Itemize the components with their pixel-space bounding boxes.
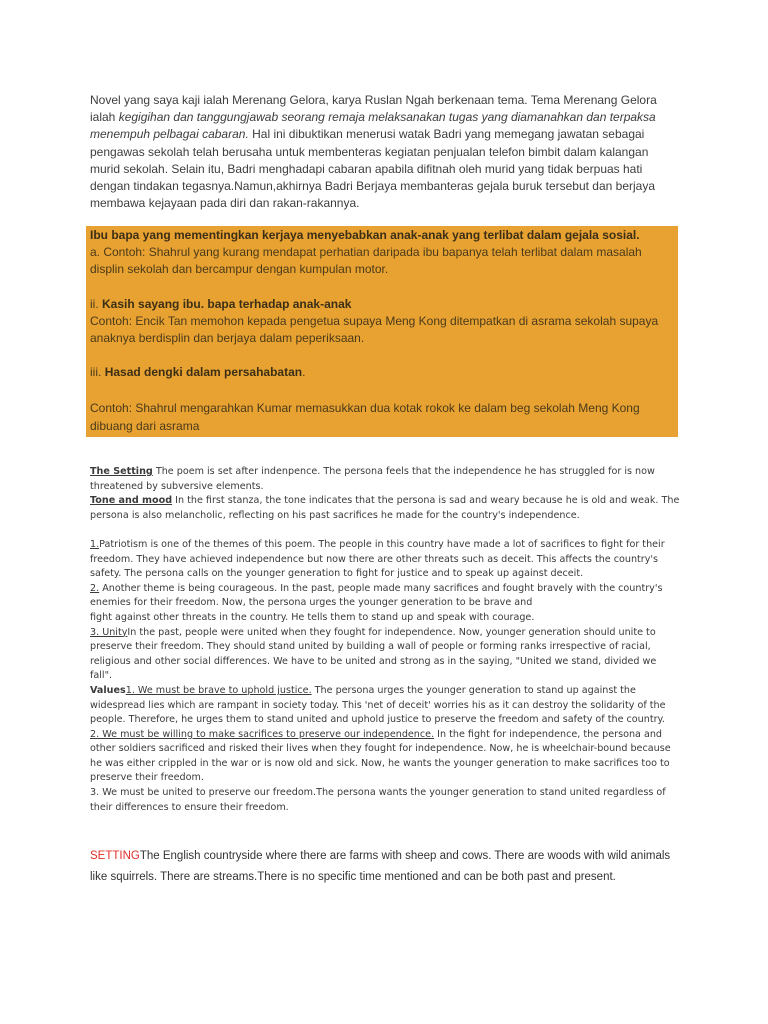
intro-text-b: Hal ini dibuktikan menerusi watak Badri yang memegang jawatan sebagai pengawas sekolah telah berusaha untuk membenteras kegiatan penjualan telefon bimbit dalam kalangan murid sekolah. Selain itu, Badri menghadapi cabaran apabila difitnah oleh murid yang tidak berpuas hati dengan tindakan tegasnya.Namun,akhirnya Badri Berjaya membanteras gejala buruk tersebut dan berjaya membawa kejayaan pada diri dan rakan-rakannya. bbox=[90, 127, 656, 211]
intro-text-a: Novel yang saya kaji ialah Merenang Gelora, karya Ruslan Ngah berkenaan tema. Tema Merenang Gelora ialah bbox=[90, 93, 657, 125]
theme-unity bbox=[90, 626, 680, 684]
setting-text: The poem is set after indenpence. The persona feels that the independence he has struggled for is now threatened by subversive elements. bbox=[90, 466, 655, 492]
setting-paragraph bbox=[90, 465, 680, 494]
theme-3-text: In the past, people were united when they fought for independence. Now, younger generation should unite to preserve their freedom. They should stand united by building a wall of people or forming ranks irrespective of racial, religious and other social differences. We have to be united and strong as in the saying, "United we stand, divided we fall". bbox=[90, 626, 657, 682]
values-label: Values bbox=[90, 684, 126, 696]
setting-description: The English countryside where there are farms with sheep and cows. There are woods with wild animals like squirrels. There are streams.There is no specific time mentioned and can be both past and present. bbox=[90, 850, 671, 883]
theme-2-number: ii. bbox=[90, 296, 99, 311]
theme-courage bbox=[90, 582, 680, 611]
novel-theme-paragraph bbox=[90, 92, 680, 212]
value-2-text: In the fight for independence, the persona and other soldiers sacrificed and risked their lives when they fought for independence. Now, he is wheelchair-bound because he was either crippled in the war or is now old and sick. Now, he wants the younger generation to make sacrifices too to preserve their freedom. bbox=[90, 728, 671, 784]
theme-1-text: Patriotism is one of the themes of this poem. The people in this country have made a lot of sacrifices to fight for their freedom. They have achieved independence but now there are other threats such as deceit. This affects the country's safety. The persona calls on the younger generation to fight for justice and to speak up against deceit. bbox=[90, 538, 665, 580]
setting-heading: SETTING bbox=[90, 850, 140, 862]
theme-2-line bbox=[90, 296, 674, 313]
intro-theme-italic: kegigihan dan tanggungjawab seorang remaja melaksanakan tugas yang diamanahkan dan terpaksa menempuh pelbagai cabaran. bbox=[90, 110, 656, 142]
value-1 bbox=[90, 684, 680, 728]
setting-label: The Setting bbox=[90, 466, 153, 477]
theme-1-number: 1. bbox=[90, 538, 100, 550]
tone-label: Tone and mood bbox=[90, 495, 173, 507]
themes-highlight-box bbox=[86, 226, 678, 437]
theme-3-example: Contoh: Shahrul mengarahkan Kumar memasukkan dua kotak rokok ke dalam beg sekolah Meng Kong dibuang dari asrama bbox=[90, 401, 640, 433]
value-1-text: The persona urges the younger generation to stand up against the widespread lies which are rampant in society today. This 'net of deceit' worries his as it can destroy the solidarity of the people. Therefore, he urges them to stand united and uphold justice to preserve the freedom and safety of the country. bbox=[90, 684, 666, 726]
theme-3-line bbox=[90, 364, 674, 381]
theme-2-heading: Kasih sayang ibu. bapa terhadap anak-anak bbox=[102, 296, 352, 311]
theme-1-example: a. Contoh: Shahrul yang kurang mendapat perhatian daripada ibu bapanya telah terlibat dalam masalah displin sekolah dan bercampur dengan kumpulan motor. bbox=[90, 245, 642, 277]
theme-3-period: . bbox=[302, 365, 306, 380]
theme-3-heading: Hasad dengki dalam persahabatan bbox=[104, 365, 303, 380]
value-1-label: 1. We must be brave to uphold justice. bbox=[125, 684, 312, 696]
theme-2-text-a: Another theme is being courageous. In the past, people made many sacrifices and fought bravely with the country's enemies for their freedom. Now, the persona urges the younger generation to be brave and bbox=[90, 582, 663, 609]
value-2 bbox=[90, 728, 680, 786]
value-2-label: 2. We must be willing to make sacrifices to preserve our independence. bbox=[90, 728, 435, 740]
theme-2-example: Contoh: Encik Tan memohon kepada pengetua supaya Meng Kong ditempatkan di asrama sekolah supaya anaknya berdisplin dan berjaya dalam peperiksaan. bbox=[90, 313, 659, 346]
theme-3-number: iii. bbox=[90, 365, 102, 380]
tone-text: In the first stanza, the tone indicates that the persona is sad and weary because he is old and weak. The persona is also melancholic, reflecting on his past sacrifices he made for the country's independence. bbox=[90, 495, 680, 521]
poem-analysis bbox=[90, 465, 680, 815]
tone-paragraph bbox=[90, 494, 680, 523]
value-3: 3. We must be united to preserve our freedom.The persona wants the younger generation to stand united regardless of their differences to ensure their freedom. bbox=[90, 787, 666, 813]
theme-courage-cont: fight against other threats in the country. He tells them to stand up and speak with courage. bbox=[90, 611, 535, 623]
countryside-setting bbox=[90, 846, 690, 888]
theme-1-heading: Ibu bapa yang mementingkan kerjaya menyebabkan anak-anak yang terlibat dalam gejala sosial. bbox=[90, 228, 640, 242]
theme-patriotism bbox=[90, 538, 680, 582]
theme-3-number: 3. Unity bbox=[90, 626, 128, 638]
theme-2-number: 2. bbox=[90, 582, 100, 594]
